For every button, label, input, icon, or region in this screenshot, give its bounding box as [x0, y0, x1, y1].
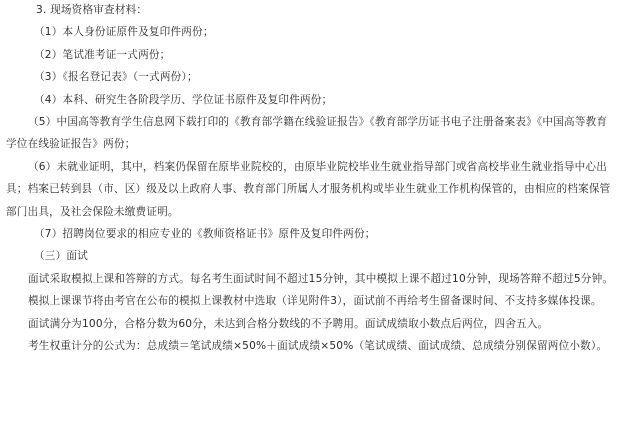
list-item: （6）未就业证明，其中，档案仍保留在原毕业院校的，由原毕业院校毕业生就业指导部门或省高校毕业生就业指导中心出具；档案已转到县（市、区）级及以上政府人事、教育部门所属人才服务机构或毕业生就业工作机构保管的，由相应的档案保管部门出具，及社会保险未缴费证明。 — [6, 160, 611, 218]
paragraph-score-formula: 考生权重计分的公式为：总成绩＝笔试成绩×50%＋面试成绩×50%（笔试成绩、面试成绩、总成绩分别保留两位小数）。 — [28, 340, 608, 353]
paragraph-interview-format: 面试采取模拟上课和答辩的方式。每名考生面试时间不超过15分钟，其中模拟上课不超过10分钟，现场答辩不超过5分钟。 — [28, 272, 614, 285]
paragraph-lesson-selection: 模拟上课课节将由考官在公布的模拟上课教材中选取（详见附件3），面试前不再给考生留备课时间、不支持多媒体投课。 — [28, 295, 602, 308]
list-item: （3）《报名登记表》（一式两份）； — [34, 71, 198, 84]
list-item: （7）招聘岗位要求的相应专业的《教师资格证书》原件及复印件两份； — [34, 228, 376, 241]
list-item: （5）中国高等教育学生信息网下载打印的《教育部学籍在线验证报告》《教育部学历证书电子注册备案表》《中国高等教育学位在线验证报告》两份； — [6, 116, 608, 151]
list-item: （2）笔试准考证一式两份； — [34, 48, 171, 61]
section-heading-materials: 3. 现场资格审查材料： — [36, 4, 148, 16]
list-item: （4）本科、研究生各阶段学历、学位证书原件及复印件两份； — [34, 93, 333, 106]
paragraph-scoring: 面试满分为100分，合格分数为60分，未达到合格分数线的不予聘用。面试成绩取小数点后两位，四舍五入。 — [28, 317, 549, 330]
list-item: （1）本人身份证原件及复印件两份； — [34, 26, 214, 39]
section-heading-interview: （三）面试 — [34, 250, 88, 263]
